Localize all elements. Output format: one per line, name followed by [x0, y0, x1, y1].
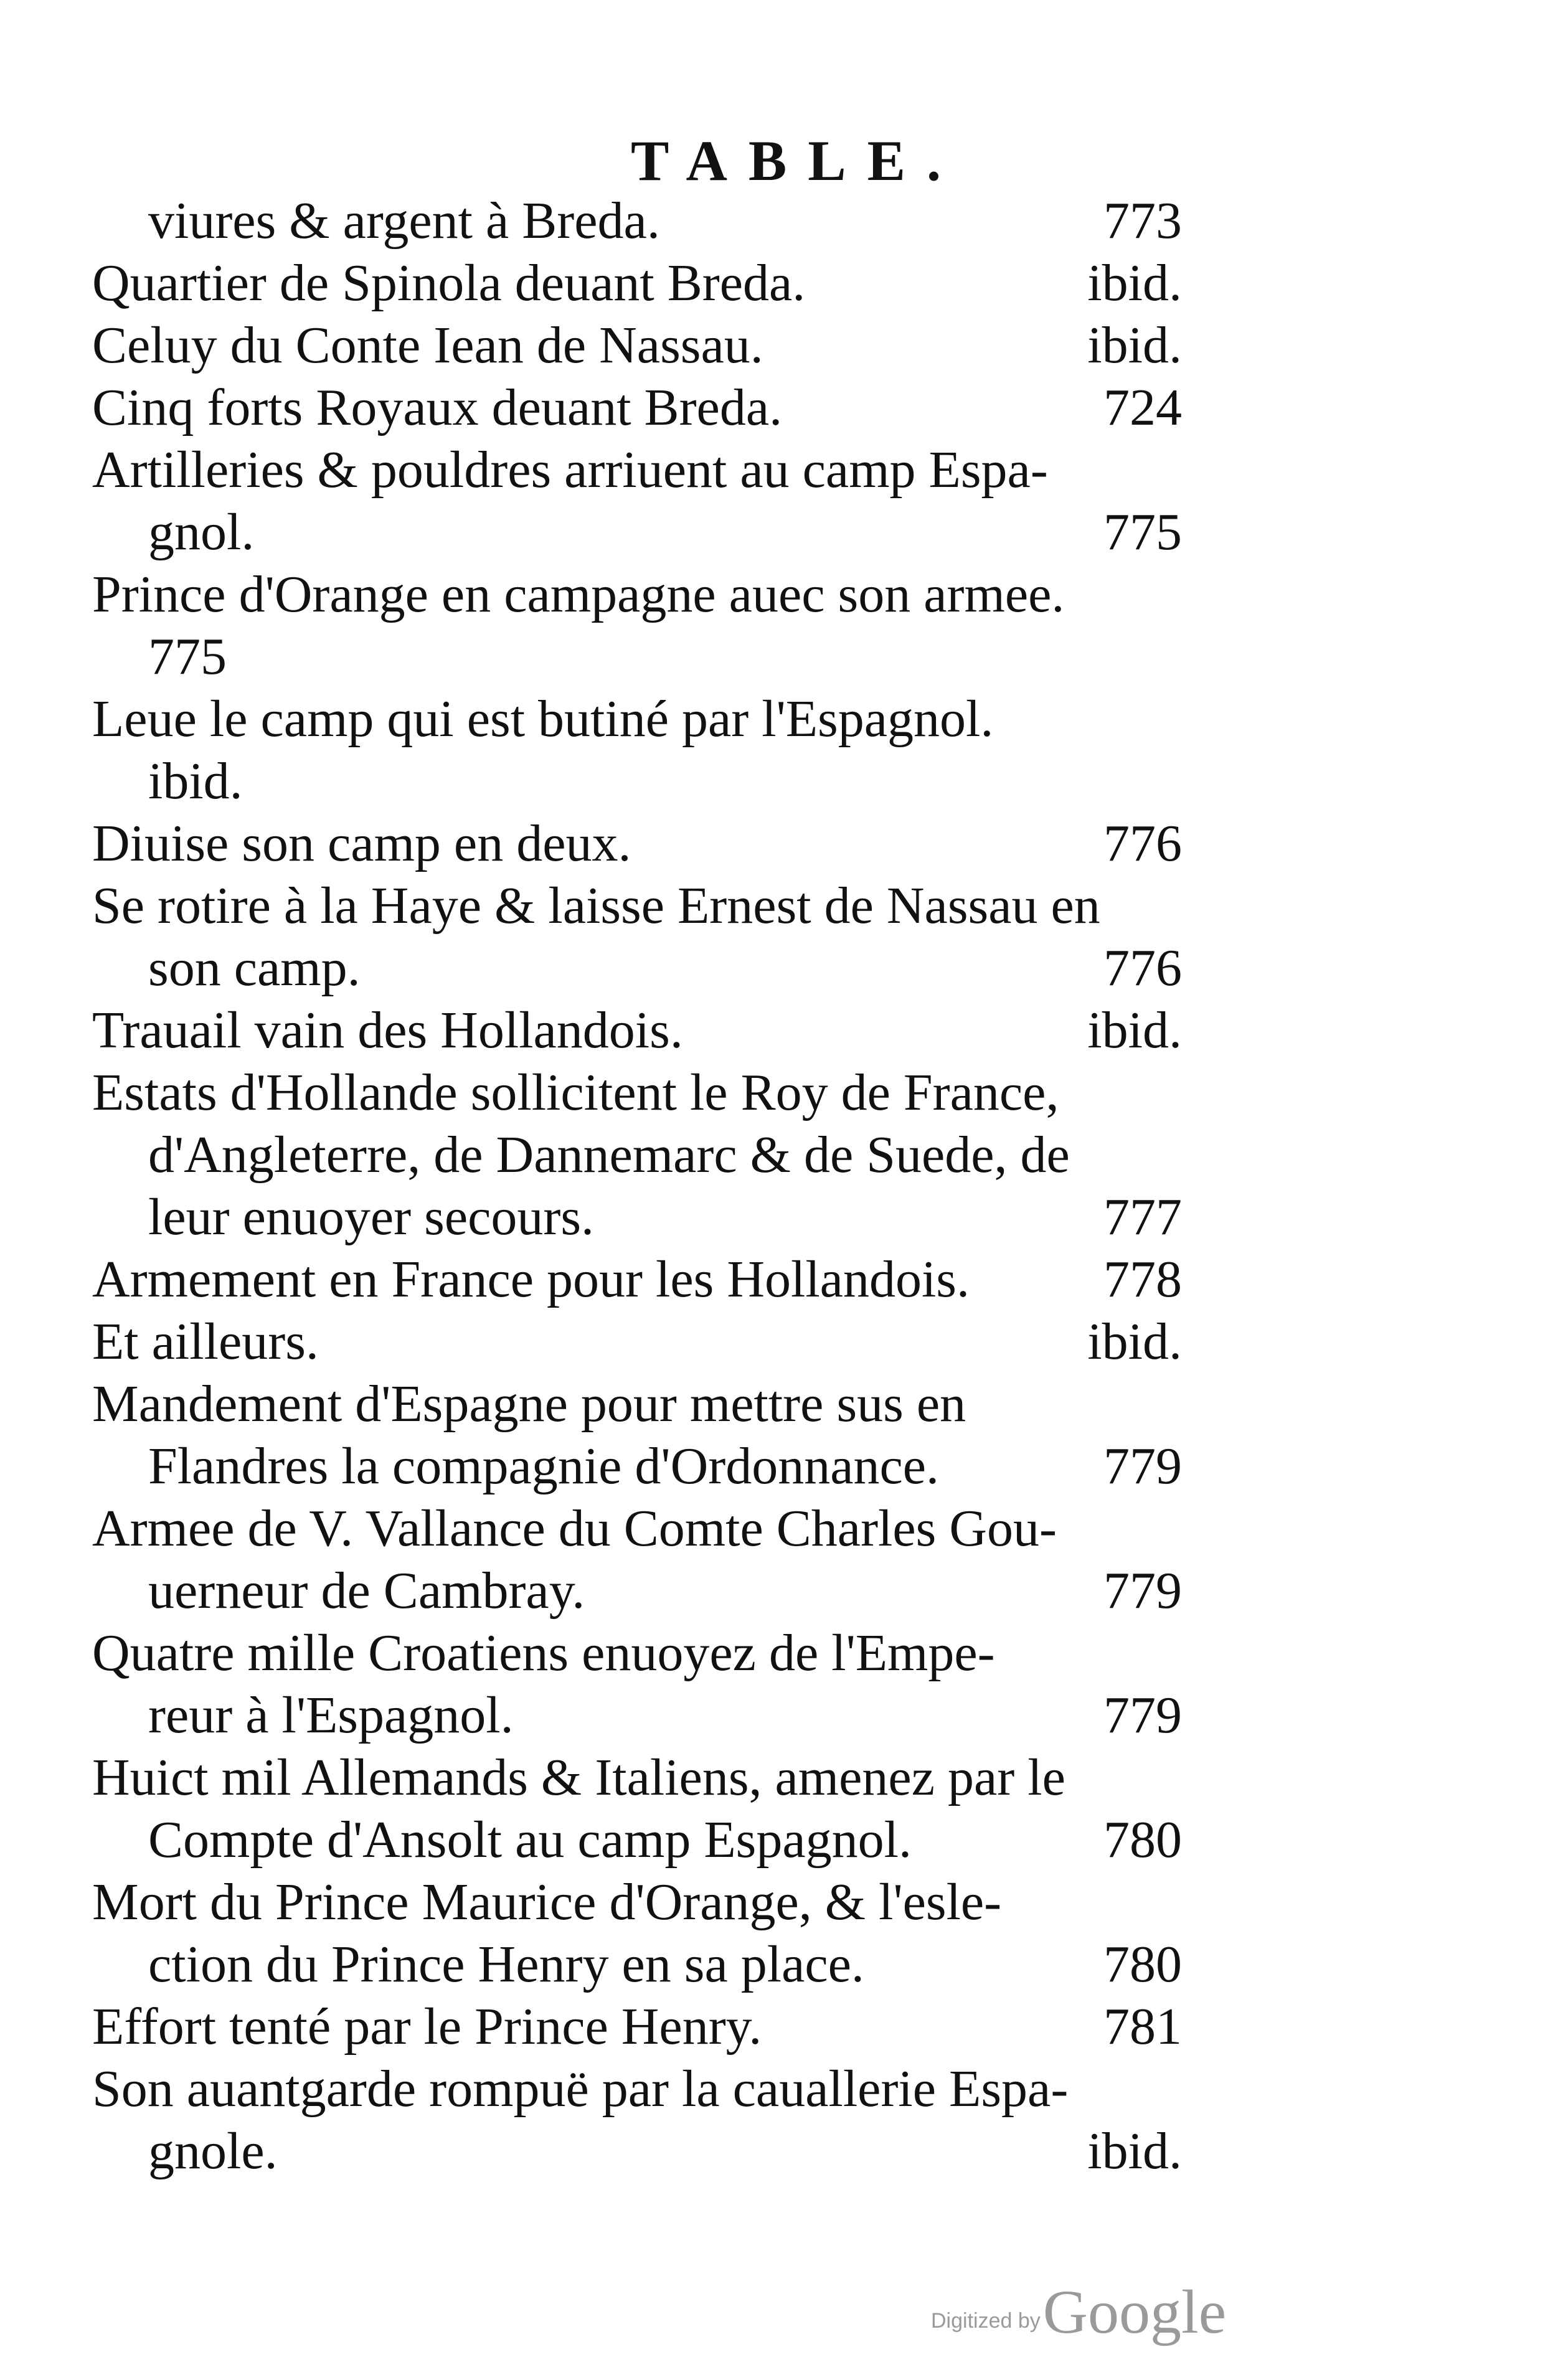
entry-text: Armee de V. Vallance du Comte Charles Gou- — [92, 1499, 1057, 1557]
entry-text: Mandement d'Espagne pour mettre sus en — [92, 1375, 966, 1433]
entry-text: Armement en France pour les Hollandois. — [92, 1250, 970, 1308]
entry-continuation: reur à l'Espagnol. — [148, 1686, 514, 1744]
entry-page-number: 724 — [1103, 379, 1182, 437]
entry-continuation: ibid. — [148, 752, 243, 810]
entry-page-number: 773 — [1103, 192, 1182, 250]
entry-page-number: ibid. — [1087, 254, 1182, 312]
entry-page-number: ibid. — [1087, 1001, 1182, 1059]
entry-text: Trauail vain des Hollandois. — [92, 1001, 683, 1059]
page-heading: TABLE. — [630, 129, 963, 192]
watermark-brand: Google — [1042, 2277, 1227, 2346]
entry-continuation: son camp. — [148, 939, 361, 997]
toc-entry — [92, 1249, 1182, 1311]
entry-text: Huict mil Allemands & Italiens, amenez par le — [92, 1749, 1065, 1806]
entry-page-number: 780 — [1103, 1935, 1182, 1993]
watermark-prefix: Digitized by — [931, 2309, 1041, 2333]
toc-entry — [92, 1498, 1182, 1622]
toc-entry — [92, 688, 1182, 813]
entry-text: Leue le camp qui est butiné par l'Espagnol. — [92, 690, 994, 748]
entry-page-number: ibid. — [1087, 316, 1182, 374]
entry-text: Mort du Prince Maurice d'Orange, & l'esle- — [92, 1873, 1002, 1931]
entry-page-number: 781 — [1103, 1998, 1182, 2056]
entry-page-number: 776 — [1103, 939, 1182, 997]
entry-text: Quartier de Spinola deuant Breda. — [92, 254, 806, 312]
entry-text: Et ailleurs. — [92, 1313, 319, 1371]
digitized-watermark — [931, 2276, 1226, 2348]
entry-continuation: d'Angleterre, de Dannemarc & de Suede, de — [148, 1126, 1070, 1184]
toc-entry — [92, 252, 1182, 314]
entry-text: Cinq forts Royaux deuant Breda. — [92, 379, 783, 437]
toc-entry — [92, 1062, 1182, 1249]
entry-page-number: ibid. — [1087, 2122, 1182, 2180]
toc-entry — [92, 377, 1182, 439]
entry-text: Quatre mille Croatiens enuoyez de l'Empe- — [92, 1624, 995, 1682]
toc-entry — [92, 1622, 1182, 1747]
toc-entry — [92, 1747, 1182, 1871]
entry-continuation: leur enuoyer secours. — [148, 1188, 595, 1246]
entry-page-number: 777 — [1103, 1188, 1182, 1246]
entry-text: viures & argent à Breda. — [148, 192, 660, 250]
toc-entry — [92, 1311, 1182, 1373]
entry-continuation: gnol. — [148, 503, 255, 561]
entry-page-number: 775 — [1103, 503, 1182, 561]
entry-continuation: 775 — [148, 628, 227, 686]
entry-text: Artilleries & pouldres arriuent au camp Espa- — [92, 441, 1048, 499]
entry-text: Prince d'Orange en campagne auec son armee. — [92, 565, 1065, 623]
toc-entry — [92, 314, 1182, 377]
entry-text: Se rotire à la Haye & laisse Ernest de Nassau en — [92, 877, 1100, 935]
toc-entry — [92, 875, 1182, 999]
entry-continuation: gnole. — [148, 2122, 278, 2180]
entry-text: Effort tenté par le Prince Henry. — [92, 1998, 762, 2056]
entry-continuation: Flandres la compagnie d'Ordonnance. — [148, 1437, 940, 1495]
toc-entry — [92, 999, 1182, 1062]
entry-text: Estats d'Hollande sollicitent le Roy de France, — [92, 1064, 1059, 1121]
entry-page-number: 776 — [1103, 814, 1182, 872]
table-of-contents — [92, 190, 1182, 2183]
toc-entry — [92, 1373, 1182, 1498]
entry-page-number: ibid. — [1087, 1313, 1182, 1371]
toc-entry — [92, 564, 1182, 688]
entry-continuation: ction du Prince Henry en sa place. — [148, 1935, 864, 1993]
entry-page-number: 780 — [1103, 1811, 1182, 1869]
entry-page-number: 779 — [1103, 1562, 1182, 1620]
entry-continuation: uerneur de Cambray. — [148, 1562, 585, 1620]
toc-entry — [92, 439, 1182, 564]
toc-entry — [92, 2058, 1182, 2183]
toc-entry — [92, 1996, 1182, 2058]
toc-entry — [92, 1871, 1182, 1996]
entry-text: Celuy du Conte Iean de Nassau. — [92, 316, 763, 374]
toc-entry — [92, 813, 1182, 875]
entry-continuation: Compte d'Ansolt au camp Espagnol. — [148, 1811, 912, 1869]
entry-page-number: 779 — [1103, 1686, 1182, 1744]
entry-page-number: 778 — [1103, 1250, 1182, 1308]
entry-text: Son auantgarde rompuë par la cauallerie Espa- — [92, 2060, 1069, 2118]
entry-page-number: 779 — [1103, 1437, 1182, 1495]
toc-entry — [92, 190, 1182, 252]
entry-text: Diuise son camp en deux. — [92, 814, 631, 872]
